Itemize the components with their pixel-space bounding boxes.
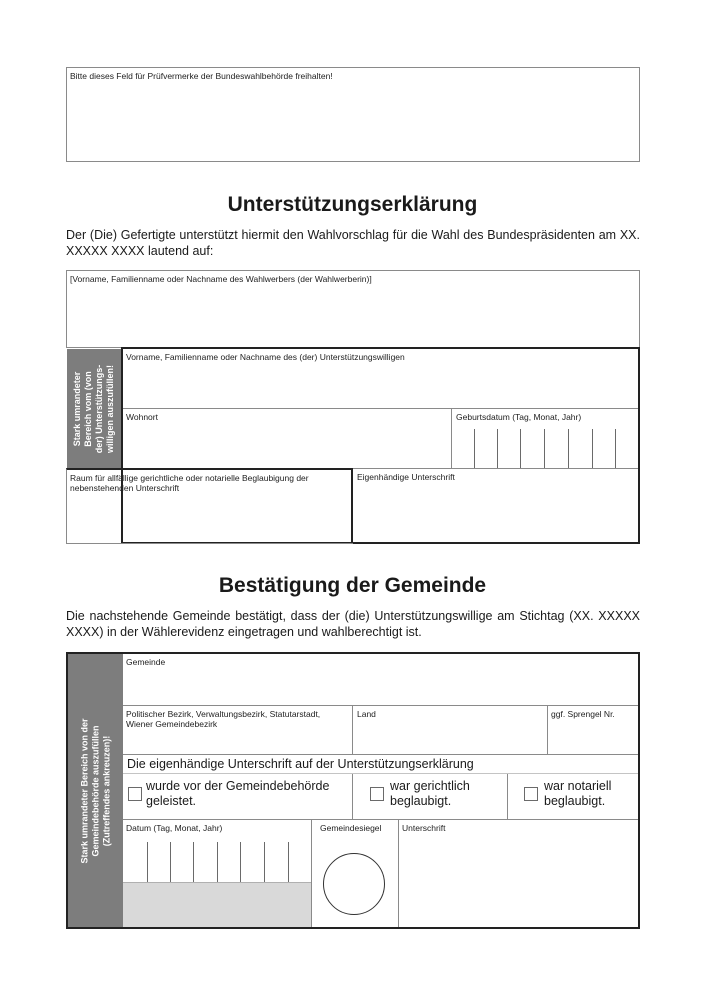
supporter-name-label: Vorname, Familienname oder Nachname des (der) Unterstützungswilligen bbox=[126, 352, 405, 362]
divider bbox=[123, 754, 638, 755]
date-tick bbox=[288, 842, 289, 882]
municipality-label: Gemeinde bbox=[126, 657, 166, 667]
date-tick bbox=[147, 842, 148, 882]
option-court-line2: beglaubigt. bbox=[390, 794, 452, 808]
date-label: Datum (Tag, Monat, Jahr) bbox=[126, 823, 223, 833]
section1-title: Unterstützungserklärung bbox=[227, 193, 478, 216]
birthdate-field[interactable] bbox=[452, 409, 638, 468]
section2-title: Bestätigung der Gemeinde bbox=[218, 574, 487, 597]
district-label: Politischer Bezirk, Verwaltungsbezirk, Statutarstadt, Wiener Gemeindebezirk bbox=[126, 709, 321, 729]
date-tick bbox=[264, 842, 265, 882]
birthdate-tick bbox=[474, 429, 475, 468]
notary-field[interactable] bbox=[66, 468, 353, 544]
date-field[interactable] bbox=[123, 820, 311, 927]
state-label: Land bbox=[357, 709, 376, 719]
signature-field[interactable] bbox=[353, 469, 638, 542]
birthdate-tick bbox=[615, 429, 616, 468]
option-authority-line2: geleistet. bbox=[146, 794, 197, 808]
option-authority-label bbox=[146, 779, 329, 809]
seal-field bbox=[312, 820, 398, 927]
date-shaded-area bbox=[123, 882, 311, 927]
seal-circle bbox=[323, 853, 385, 915]
option-authority-checkbox[interactable] bbox=[128, 787, 142, 801]
option-court-checkbox[interactable] bbox=[370, 787, 384, 801]
review-box bbox=[66, 67, 640, 162]
birthdate-tick bbox=[544, 429, 545, 468]
option-court-label bbox=[390, 779, 470, 809]
option-notary-label bbox=[544, 779, 611, 809]
seal-label: Gemeindesiegel bbox=[320, 823, 382, 833]
birthdate-tick bbox=[568, 429, 569, 468]
birthdate-tick bbox=[592, 429, 593, 468]
supporter-side-label-text: Stark umrandeter Bereich vom (von der) Unterstützungs- willigen auszufüllen! bbox=[72, 364, 115, 453]
supporter-side-label bbox=[67, 349, 121, 468]
option-court-line1: war gerichtlich bbox=[390, 779, 470, 793]
address-label: Wohnort bbox=[126, 412, 158, 422]
signature-label: Eigenhändige Unterschrift bbox=[357, 472, 455, 482]
divider bbox=[123, 773, 638, 774]
birthdate-tick bbox=[497, 429, 498, 468]
municipality-field[interactable] bbox=[123, 654, 638, 705]
address-field[interactable] bbox=[123, 409, 451, 468]
date-tick bbox=[193, 842, 194, 882]
review-box-note: Bitte dieses Feld für Prüfvermerke der Bundeswahlbehörde freihalten! bbox=[70, 71, 333, 81]
municipality-side-label bbox=[68, 654, 123, 927]
divider bbox=[352, 774, 353, 819]
section1-intro: Der (Die) Gefertigte unterstützt hiermit den Wahlvorschlag für die Wahl des Bundespräsidenten am XX. XXXXX XXXX lautend auf: bbox=[66, 228, 640, 258]
notary-label: Raum für allfällige gerichtliche oder notarielle Beglaubigung der nebenstehenden Unterschrift bbox=[70, 473, 309, 493]
candidate-field[interactable] bbox=[66, 270, 640, 348]
municipal-signature-field[interactable] bbox=[399, 820, 638, 927]
option-notary-checkbox[interactable] bbox=[524, 787, 538, 801]
supporter-name-field[interactable] bbox=[123, 349, 638, 408]
birthdate-tick bbox=[520, 429, 521, 468]
option-notary-line1: war notariell bbox=[544, 779, 612, 793]
municipal-signature-label: Unterschrift bbox=[402, 823, 446, 833]
candidate-field-label: [Vorname, Familienname oder Nachname des Wahlwerbers (der Wahlwerberin)] bbox=[70, 274, 372, 284]
option-notary-line2: beglaubigt. bbox=[544, 794, 606, 808]
precinct-label: ggf. Sprengel Nr. bbox=[551, 709, 615, 719]
municipality-side-label-text: Stark umrandeter Bereich von der Gemeindebehörde auszufüllen (Zutreffendes ankreuzen)! bbox=[79, 717, 111, 864]
date-tick bbox=[240, 842, 241, 882]
option-authority-line1: wurde vor der Gemeindebehörde bbox=[146, 779, 330, 793]
section2-intro: Die nachstehende Gemeinde bestätigt, dass der (die) Unterstützungswillige am Stichtag (XX. XXXXX XXXX) in der Wählerevidenz eingetragen und wahlberechtigt ist. bbox=[66, 609, 640, 639]
state-field[interactable] bbox=[353, 706, 547, 754]
birthdate-label: Geburtsdatum (Tag, Monat, Jahr) bbox=[456, 412, 582, 422]
signature-statement: Die eigenhändige Unterschrift auf der Unterstützungserklärung bbox=[127, 757, 474, 771]
date-tick bbox=[170, 842, 171, 882]
district-field[interactable] bbox=[123, 706, 352, 754]
date-tick bbox=[217, 842, 218, 882]
divider bbox=[507, 774, 508, 819]
precinct-field[interactable] bbox=[548, 706, 638, 754]
